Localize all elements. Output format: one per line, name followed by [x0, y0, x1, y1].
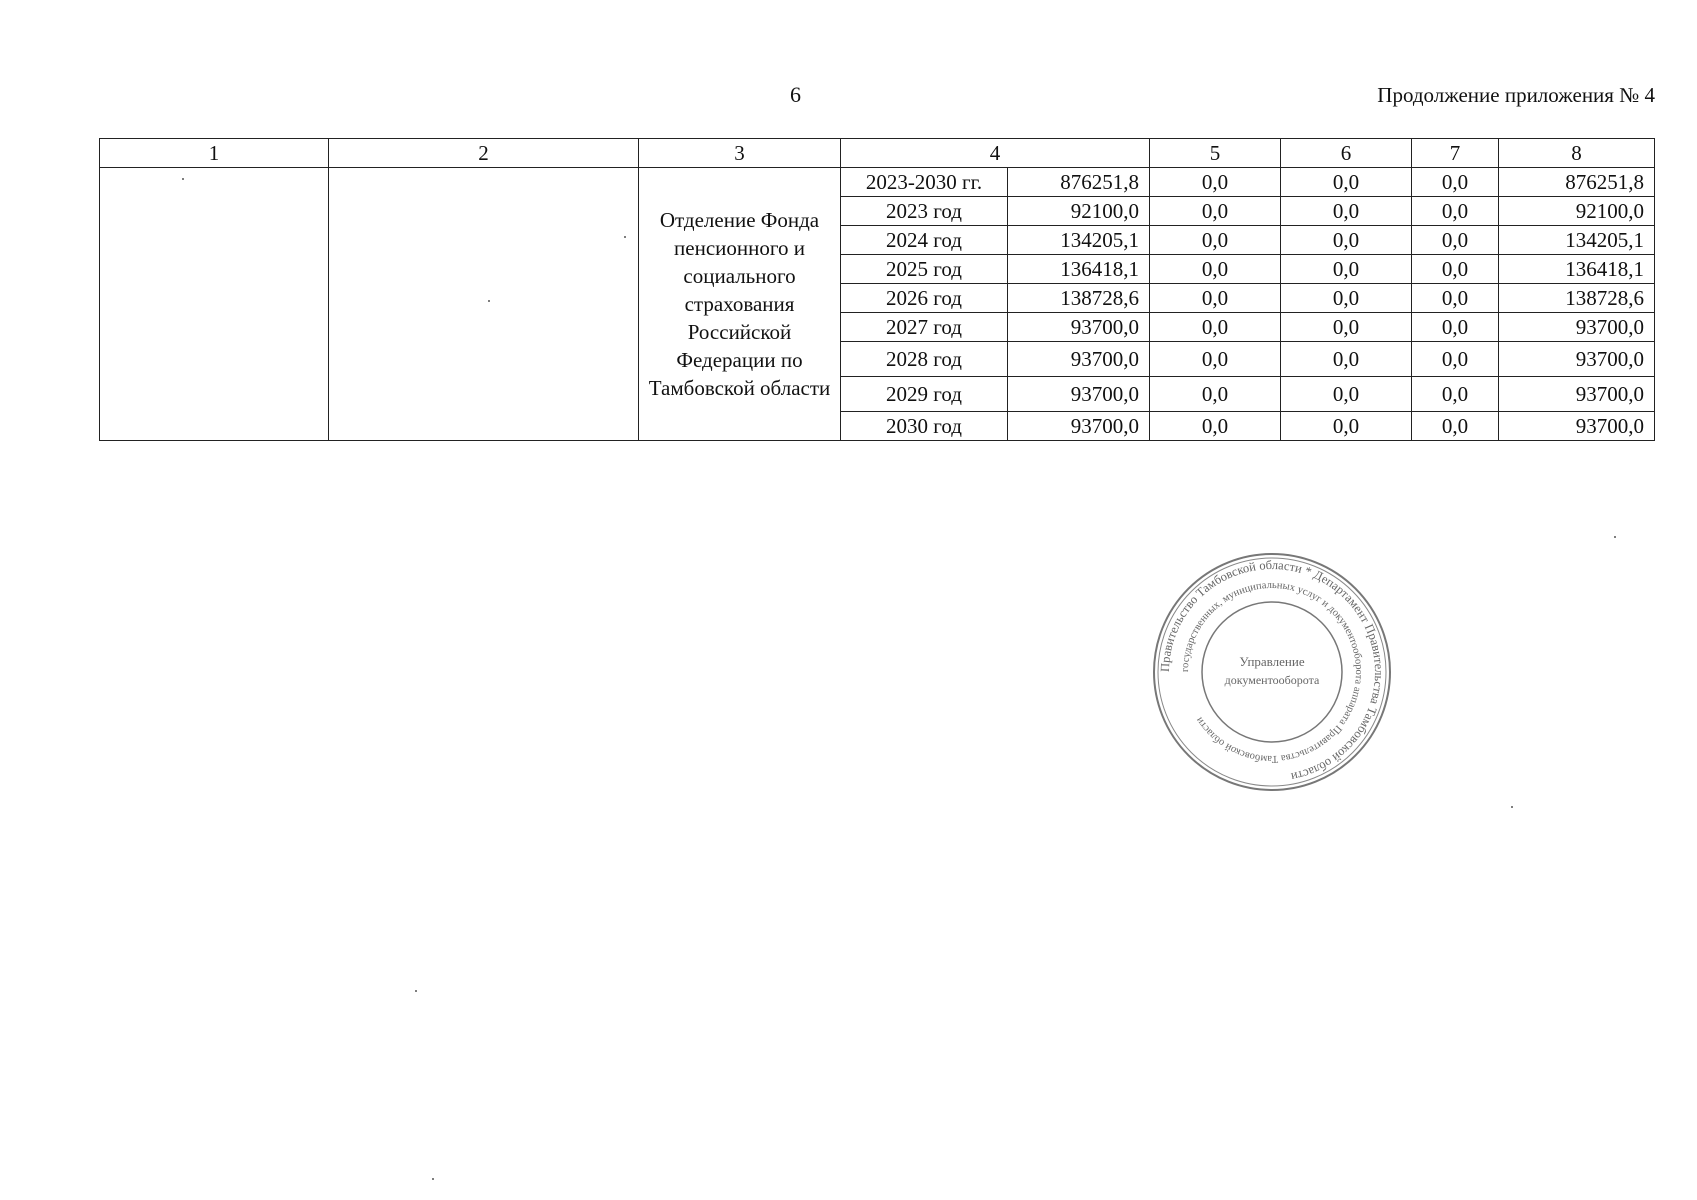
value-cell: 0,0 [1281, 313, 1412, 342]
value-cell: 0,0 [1281, 284, 1412, 313]
column-header: 8 [1499, 139, 1655, 168]
column-header: 7 [1412, 139, 1499, 168]
scan-speck [488, 300, 490, 302]
value-cell: 0,0 [1412, 412, 1499, 441]
value-cell: 0,0 [1281, 255, 1412, 284]
value-cell: 93700,0 [1499, 377, 1655, 412]
period-cell: 2026 год [841, 284, 1008, 313]
column-header: 1 [100, 139, 329, 168]
value-cell: 0,0 [1412, 255, 1499, 284]
empty-cell-col1 [100, 168, 329, 441]
budget-table [99, 138, 1655, 441]
value-cell: 93700,0 [1499, 313, 1655, 342]
value-cell: 134205,1 [1499, 226, 1655, 255]
value-cell: 0,0 [1412, 377, 1499, 412]
value-cell: 138728,6 [1499, 284, 1655, 313]
stamp-seal-icon [1152, 552, 1392, 792]
value-cell: 0,0 [1150, 226, 1281, 255]
value-cell: 134205,1 [1008, 226, 1150, 255]
value-cell: 0,0 [1412, 284, 1499, 313]
value-cell: 0,0 [1150, 313, 1281, 342]
column-header: 3 [639, 139, 841, 168]
value-cell: 0,0 [1150, 342, 1281, 377]
value-cell: 0,0 [1412, 168, 1499, 197]
official-stamp [1152, 552, 1392, 792]
value-cell: 0,0 [1150, 412, 1281, 441]
value-cell: 93700,0 [1008, 377, 1150, 412]
empty-cell-col2 [329, 168, 639, 441]
value-cell: 0,0 [1150, 377, 1281, 412]
period-cell: 2023 год [841, 197, 1008, 226]
value-cell: 876251,8 [1499, 168, 1655, 197]
scan-speck [432, 1178, 434, 1180]
value-cell: 0,0 [1281, 197, 1412, 226]
value-cell: 93700,0 [1008, 412, 1150, 441]
scan-speck [624, 236, 626, 238]
value-cell: 92100,0 [1008, 197, 1150, 226]
value-cell: 0,0 [1150, 168, 1281, 197]
scan-speck [1614, 536, 1616, 538]
value-cell: 93700,0 [1499, 412, 1655, 441]
column-header: 5 [1150, 139, 1281, 168]
column-header: 4 [841, 139, 1150, 168]
stamp-center-line-1: Управление [1239, 654, 1305, 669]
value-cell: 0,0 [1150, 197, 1281, 226]
period-cell: 2025 год [841, 255, 1008, 284]
value-cell: 0,0 [1281, 342, 1412, 377]
value-cell: 93700,0 [1008, 342, 1150, 377]
value-cell: 0,0 [1150, 284, 1281, 313]
period-cell: 2027 год [841, 313, 1008, 342]
period-cell: 2029 год [841, 377, 1008, 412]
scan-speck [182, 178, 184, 180]
value-cell: 0,0 [1281, 226, 1412, 255]
table-row [100, 168, 1655, 197]
organization-name: Отделение Фонда пенсионного и социального страхования Российской Федерации по Тамбовской области [639, 168, 841, 441]
stamp-outer-text: Правительство Тамбовской области * Департамент Правительства Тамбовской области [1157, 557, 1387, 785]
value-cell: 136418,1 [1499, 255, 1655, 284]
value-cell: 92100,0 [1499, 197, 1655, 226]
scan-speck [415, 990, 417, 992]
stamp-center-line-2: документооборота [1224, 673, 1320, 687]
value-cell: 0,0 [1281, 168, 1412, 197]
table-header-row [100, 139, 1655, 168]
appendix-continuation-label: Продолжение приложения № 4 [1377, 83, 1655, 107]
page-number: 6 [790, 82, 801, 107]
value-cell: 0,0 [1412, 226, 1499, 255]
value-cell: 0,0 [1412, 313, 1499, 342]
column-header: 6 [1281, 139, 1412, 168]
value-cell: 138728,6 [1008, 284, 1150, 313]
value-cell: 0,0 [1150, 255, 1281, 284]
column-header: 2 [329, 139, 639, 168]
scan-speck [1511, 806, 1513, 808]
period-cell: 2024 год [841, 226, 1008, 255]
period-cell: 2028 год [841, 342, 1008, 377]
period-cell: 2030 год [841, 412, 1008, 441]
value-cell: 0,0 [1412, 342, 1499, 377]
value-cell: 876251,8 [1008, 168, 1150, 197]
value-cell: 93700,0 [1008, 313, 1150, 342]
period-cell: 2023-2030 гг. [841, 168, 1008, 197]
value-cell: 0,0 [1281, 377, 1412, 412]
stamp-middle-text: государственных, муниципальных услуг и документооборота аппарата Правительства Тамбовской области [1179, 579, 1365, 765]
value-cell: 93700,0 [1499, 342, 1655, 377]
value-cell: 136418,1 [1008, 255, 1150, 284]
value-cell: 0,0 [1412, 197, 1499, 226]
value-cell: 0,0 [1281, 412, 1412, 441]
